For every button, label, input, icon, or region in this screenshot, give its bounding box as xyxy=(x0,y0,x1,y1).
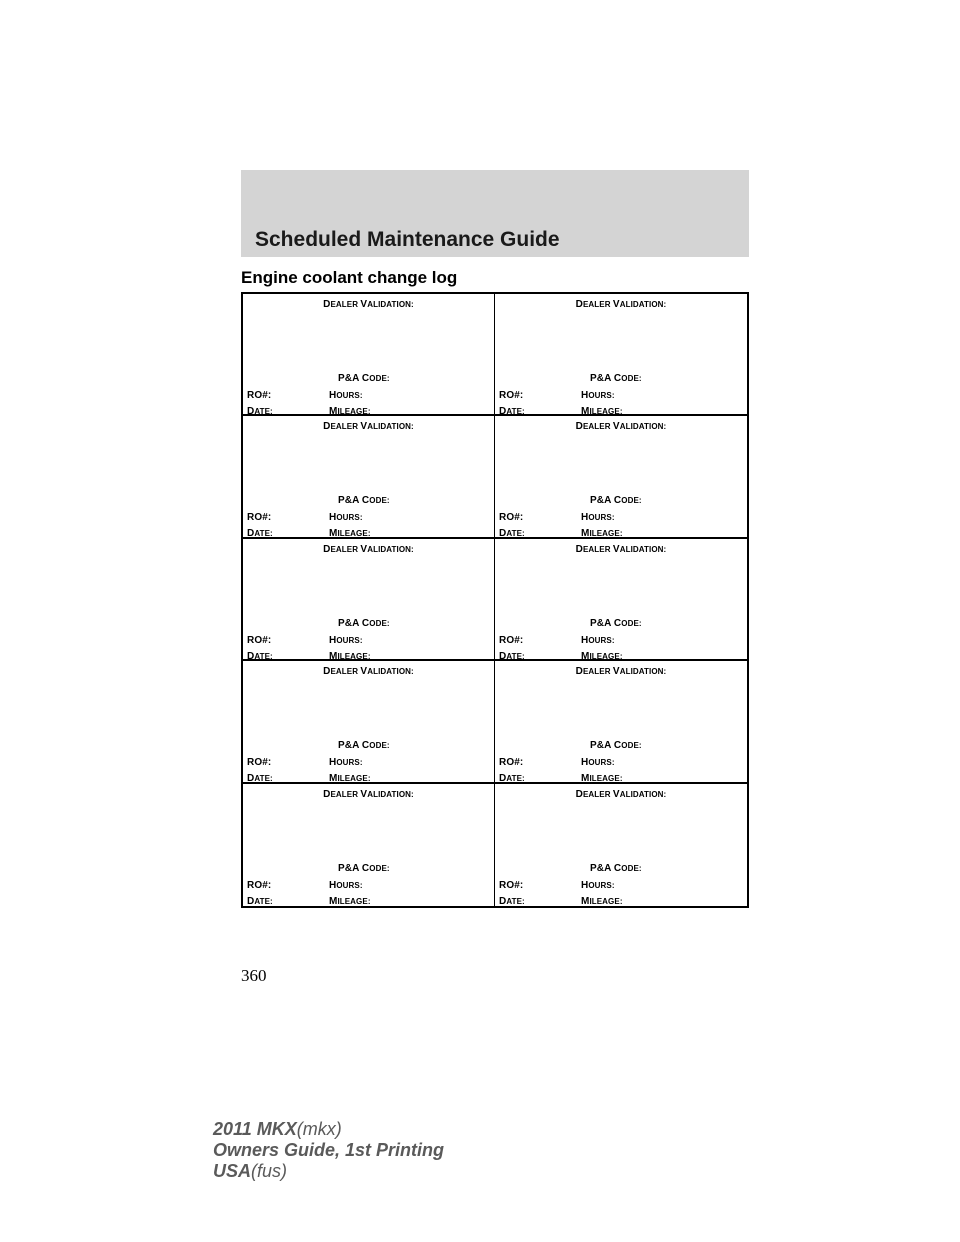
mileage-label: MILEAGE: xyxy=(581,650,623,662)
date-label: DATE: xyxy=(247,650,273,662)
pa-code-label: P&A CODE: xyxy=(338,617,390,629)
pa-code-label: P&A CODE: xyxy=(590,373,642,384)
mileage-label: MILEAGE: xyxy=(581,895,623,907)
mileage-label: MILEAGE: xyxy=(581,528,623,540)
date-label: DATE: xyxy=(247,406,273,417)
pa-code-label: P&A CODE: xyxy=(590,862,642,874)
ro-number-label: RO#: xyxy=(499,634,524,646)
dealer-validation-label: DEALER VALIDATION: xyxy=(323,299,414,310)
ro-number-label: RO#: xyxy=(247,757,272,769)
pa-code-label: P&A CODE: xyxy=(590,495,642,507)
hours-label: HOURS: xyxy=(329,879,363,891)
section-title: Engine coolant change log xyxy=(241,268,458,287)
date-label: DATE: xyxy=(499,895,525,907)
dealer-validation-label: DEALER VALIDATION: xyxy=(323,543,414,555)
dealer-validation-label: DEALER VALIDATION: xyxy=(323,421,414,433)
date-label: DATE: xyxy=(247,528,273,540)
pa-code-label: P&A CODE: xyxy=(338,740,390,752)
dealer-validation-label: DEALER VALIDATION: xyxy=(575,666,667,678)
mileage-label: MILEAGE: xyxy=(581,406,623,417)
ro-number-label: RO#: xyxy=(499,757,524,769)
log-entry-cell xyxy=(495,416,747,538)
ro-number-label: RO#: xyxy=(499,512,524,524)
ro-number-label: RO#: xyxy=(499,879,524,891)
page-header-title: Scheduled Maintenance Guide xyxy=(255,228,560,251)
pa-code-label: P&A CODE: xyxy=(338,373,390,384)
hours-label: HOURS: xyxy=(581,879,615,891)
hours-label: HOURS: xyxy=(329,512,363,524)
ro-number-label: RO#: xyxy=(247,512,272,524)
dealer-validation-label: DEALER VALIDATION: xyxy=(575,421,667,433)
pa-code-label: P&A CODE: xyxy=(338,862,390,874)
dealer-validation-label: DEALER VALIDATION: xyxy=(323,666,414,678)
dealer-validation-label: DEALER VALIDATION: xyxy=(575,788,667,800)
pa-code-label: P&A CODE: xyxy=(590,617,642,629)
date-label: DATE: xyxy=(247,773,273,785)
mileage-label: MILEAGE: xyxy=(329,528,371,540)
hours-label: HOURS: xyxy=(329,634,363,646)
pa-code-label: P&A CODE: xyxy=(338,495,390,507)
hours-label: HOURS: xyxy=(581,634,615,646)
dealer-validation-label: DEALER VALIDATION: xyxy=(575,543,667,555)
log-entry-cell xyxy=(243,294,495,416)
log-entry-cell xyxy=(495,539,747,661)
footer-line-market: USA(fus) xyxy=(213,1161,288,1181)
ro-number-label: RO#: xyxy=(247,390,272,401)
log-entry-cell xyxy=(495,294,747,416)
pa-code-label: P&A CODE: xyxy=(590,740,642,752)
page-number: 360 xyxy=(241,966,267,985)
mileage-label: MILEAGE: xyxy=(329,650,371,662)
mileage-label: MILEAGE: xyxy=(329,406,371,417)
hours-label: HOURS: xyxy=(581,390,615,401)
dealer-validation-label: DEALER VALIDATION: xyxy=(575,299,667,310)
ro-number-label: RO#: xyxy=(247,634,272,646)
log-entry-cell xyxy=(495,661,747,783)
date-label: DATE: xyxy=(499,773,525,785)
date-label: DATE: xyxy=(499,528,525,540)
log-entry-cell xyxy=(243,539,495,661)
mileage-label: MILEAGE: xyxy=(581,773,623,785)
log-entry-cell xyxy=(243,784,495,906)
footer-line-model: 2011 MKX(mkx) xyxy=(213,1119,342,1139)
ro-number-label: RO#: xyxy=(499,390,524,401)
date-label: DATE: xyxy=(247,895,273,907)
ro-number-label: RO#: xyxy=(247,879,272,891)
print-footer xyxy=(213,1119,444,1182)
dealer-validation-label: DEALER VALIDATION: xyxy=(323,788,414,800)
hours-label: HOURS: xyxy=(329,390,363,401)
footer-line-printing: Owners Guide, 1st Printing xyxy=(213,1140,445,1160)
date-label: DATE: xyxy=(499,406,525,417)
hours-label: HOURS: xyxy=(581,512,615,524)
log-entry-cell xyxy=(495,784,747,906)
mileage-label: MILEAGE: xyxy=(329,895,371,907)
hours-label: HOURS: xyxy=(329,757,363,769)
coolant-change-log-table xyxy=(241,292,749,908)
date-label: DATE: xyxy=(499,650,525,662)
hours-label: HOURS: xyxy=(581,757,615,769)
log-entry-cell xyxy=(243,661,495,783)
log-entry-cell xyxy=(243,416,495,538)
mileage-label: MILEAGE: xyxy=(329,773,371,785)
